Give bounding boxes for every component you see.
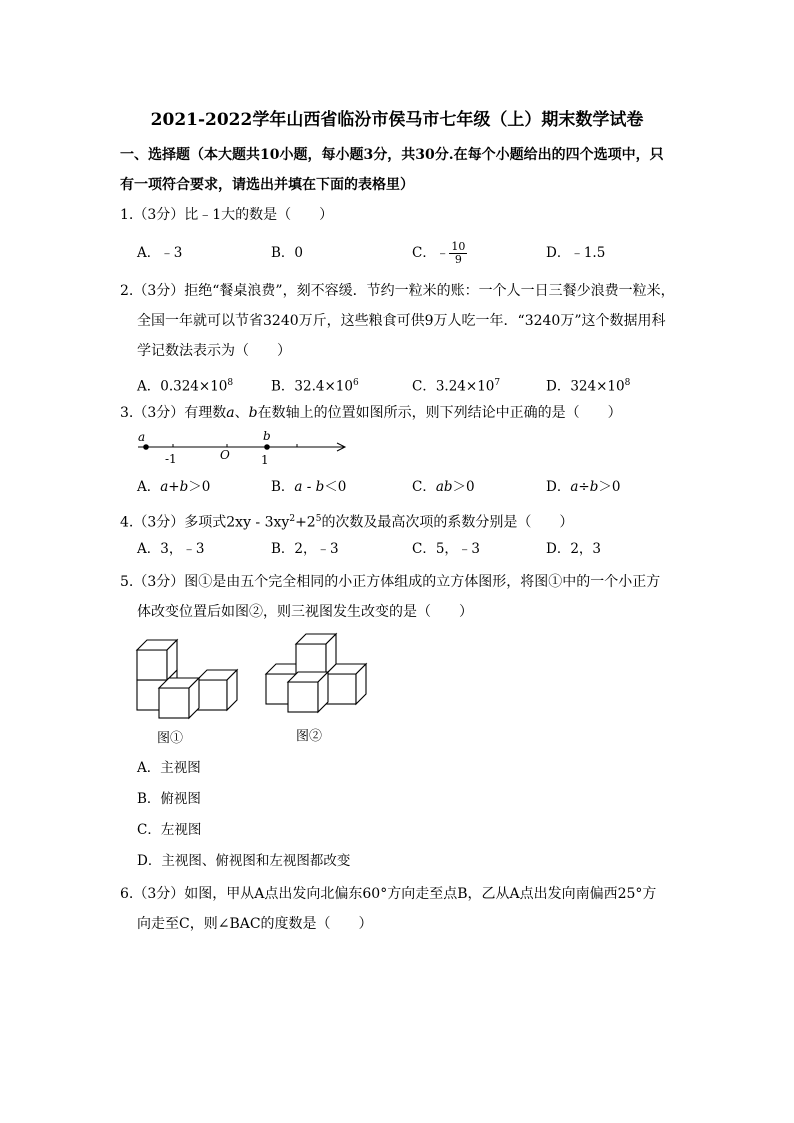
q3-option-c-expr: ab	[435, 479, 453, 495]
q1-option-c-fraction	[449, 241, 467, 266]
point-b	[264, 444, 270, 450]
q4-option-a: A．3，﹣3	[137, 541, 205, 557]
q5-option-c: C．左视图	[137, 822, 202, 838]
fig1-cube-top-left	[137, 650, 167, 680]
q2-option-b-base: B．32.4×10	[271, 378, 353, 395]
q2-stem-line-2: 全国一年就可以节省3240万斤，这些粮食可供9万人吃一年．“3240万”这个数据用科	[137, 313, 666, 329]
q3-option-b-rel: ＜0	[324, 479, 347, 495]
label-a: a	[138, 430, 146, 444]
q4-stem-post: 的次数及最高次项的系数分别是（ ）	[321, 514, 574, 531]
label-b: b	[263, 429, 271, 443]
figure-1-label: 图①	[157, 731, 184, 746]
section-heading-line-2: 有一项符合要求，请选出并填在下面的表格里）	[120, 177, 414, 193]
q4-option-b: B．2，﹣3	[271, 541, 339, 557]
q4-option-d: D．2，3	[546, 541, 602, 557]
q3-var-a: a	[226, 405, 235, 421]
q3-option-d	[546, 477, 620, 497]
q3-option-a-rel: ＞0	[188, 479, 211, 495]
q1-option-c-prefix: C．﹣	[412, 245, 450, 261]
q2-option-c	[412, 373, 500, 397]
figure-2-cubes	[262, 630, 372, 720]
q2-option-c-exponent: 7	[494, 378, 501, 388]
q3-stem	[120, 403, 622, 423]
section-heading	[120, 140, 680, 200]
fig2-cube-right	[326, 674, 356, 704]
q2-option-a-exponent: 8	[227, 378, 234, 388]
exam-title: 2021-2022学年山西省临汾市侯马市七年级（上）期末数学试卷	[150, 110, 644, 130]
q3-option-c	[412, 477, 475, 497]
figure-2-label: 图②	[296, 729, 323, 744]
q4-expr-1: 2xy - 3xy	[226, 514, 290, 531]
fig2-cube-top	[296, 644, 326, 674]
label-origin: O	[220, 448, 230, 462]
q3-option-a-expr: a+b	[160, 479, 189, 495]
q1-option-c-denominator: 9	[454, 253, 462, 266]
section-heading-line-1: 一、选择题（本大题共10小题，每小题3分，共30分.在每个小题给出的四个选项中，只	[120, 147, 664, 163]
q3-option-d-rel: ＞0	[598, 479, 621, 495]
q3-option-c-label: C．	[412, 479, 436, 495]
q3-option-b	[271, 477, 346, 497]
q3-option-d-expr: a÷b	[570, 479, 599, 495]
q3-stem-post: 在数轴上的位置如图所示，则下列结论中正确的是（ ）	[257, 405, 622, 421]
q3-option-b-expr: a - b	[294, 479, 325, 495]
q1-option-a: A．﹣3	[137, 245, 183, 261]
fig1-cube-right	[197, 680, 227, 710]
label-neg1: -1	[165, 452, 177, 466]
figure-1-cubes	[133, 636, 243, 724]
fig1-cube-front	[159, 688, 189, 718]
q6-stem-line-2: 向走至C，则∠BAC的度数是（ ）	[137, 916, 373, 932]
q4-stem-pre: 4.（3分）多项式	[120, 514, 227, 531]
q3-var-b: b	[248, 405, 258, 421]
q5-stem-line-1: 5.（3分）图①是由五个完全相同的小正方体组成的立方体图形，将图①中的一个小正方	[120, 574, 661, 590]
q3-option-c-rel: ＞0	[452, 479, 475, 495]
q5-option-d: D．主视图、俯视图和左视图都改变	[137, 853, 351, 869]
q5-stem-line-2: 体改变位置后如图②，则三视图发生改变的是（ ）	[137, 604, 473, 620]
q1-option-c-numerator: 10	[451, 240, 466, 253]
q2-option-d-exponent: 8	[624, 378, 631, 388]
q1-option-d: D．﹣1.5	[546, 245, 606, 261]
q4-option-c: C．5，﹣3	[412, 541, 481, 557]
q2-option-b-exponent: 6	[352, 378, 359, 388]
q3-stem-sep: 、	[234, 405, 249, 421]
q2-option-b	[271, 373, 359, 397]
q4-plus: +2	[295, 514, 316, 531]
q3-option-b-label: B．	[271, 479, 295, 495]
q5-option-a: A．主视图	[137, 760, 201, 776]
q4-exp-1: 2	[289, 514, 296, 524]
q1-stem: 1.（3分）比﹣1大的数是（ ）	[120, 207, 334, 223]
q2-option-d	[546, 373, 630, 397]
q2-stem-line-3: 学记数法表示为（ ）	[137, 343, 291, 359]
q2-option-a-base: A．0.324×10	[137, 378, 228, 395]
label-1: 1	[261, 453, 269, 467]
q2-option-d-base: D．324×10	[546, 378, 625, 395]
q1-option-c	[412, 234, 467, 272]
q3-stem-pre: 3.（3分）有理数	[120, 405, 227, 421]
q5-option-b: B．俯视图	[137, 791, 201, 807]
q2-option-c-base: C．3.24×10	[412, 378, 495, 395]
q2-stem-line-1: 2.（3分）拒绝“餐桌浪费”，刻不容缓．节约一粒米的账：一个人一日三餐少浪费一粒米，	[120, 283, 675, 299]
q3-option-d-label: D．	[546, 479, 571, 495]
q3-option-a	[137, 477, 210, 497]
q1-option-b: B．0	[271, 245, 304, 261]
fig2-cube-front	[288, 682, 318, 712]
q3-option-a-label: A．	[137, 479, 161, 495]
q2-option-a	[137, 373, 233, 397]
point-a	[143, 444, 149, 450]
q6-stem-line-1: 6.（3分）如图，甲从A点出发向北偏东60°方向走至点B，乙从A点出发向南偏西25°方	[120, 886, 657, 902]
number-line-figure	[130, 426, 360, 468]
q4-stem	[120, 509, 573, 533]
q4-exp-2: 5	[315, 514, 322, 524]
